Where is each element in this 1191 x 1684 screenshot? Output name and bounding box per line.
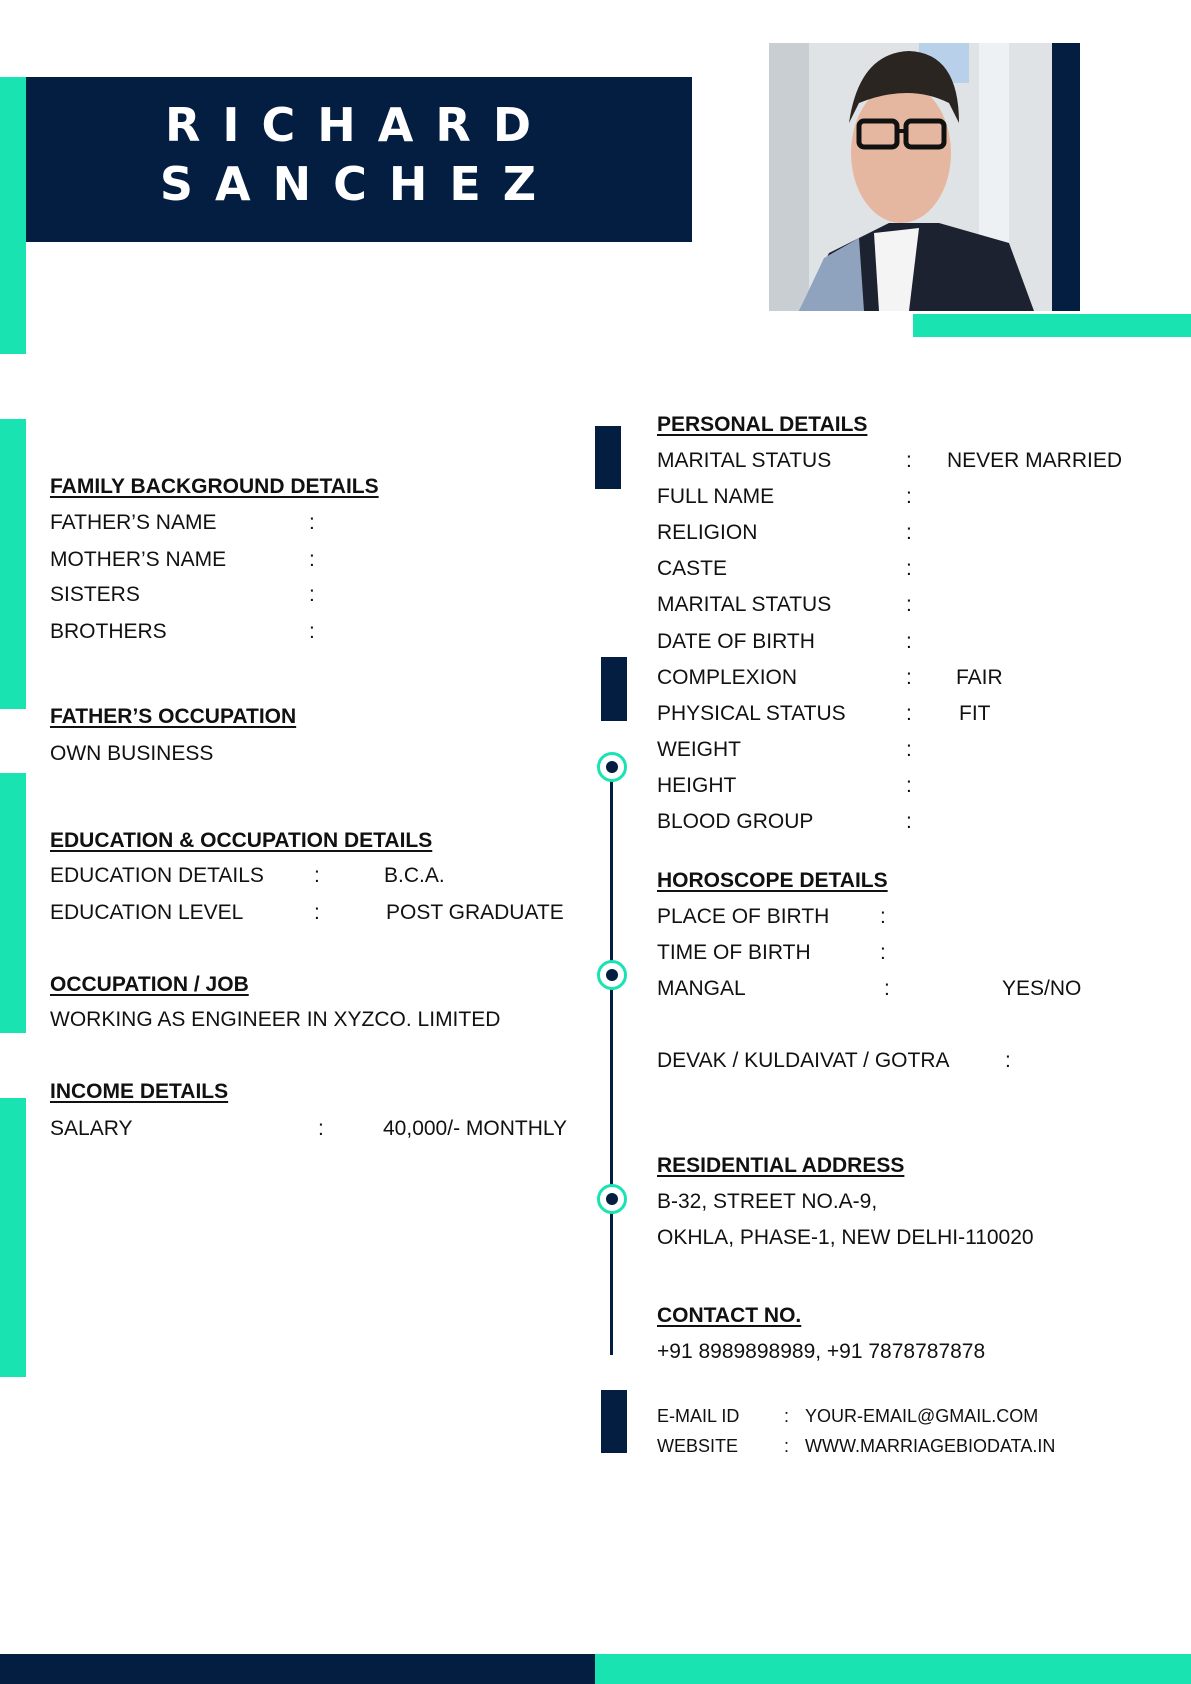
timeline-line <box>610 767 613 1355</box>
personal-label: CASTE <box>657 557 728 581</box>
personal-label: COMPLEXION <box>657 665 798 689</box>
separator: : <box>906 521 912 545</box>
father-occupation-heading: FATHER’S OCCUPATION <box>50 705 297 728</box>
personal-label: WEIGHT <box>657 737 741 761</box>
family-label: MOTHER’S NAME <box>50 548 227 571</box>
salary-label: SALARY <box>50 1117 133 1140</box>
accent-bar-left-2 <box>0 773 26 1033</box>
separator: : <box>906 665 912 689</box>
horoscope-heading: HOROSCOPE DETAILS <box>657 869 888 892</box>
personal-value: FAIR <box>956 665 1003 689</box>
personal-label: MARITAL STATUS <box>657 593 832 617</box>
separator: : <box>314 864 320 887</box>
marker-block-1 <box>595 426 621 489</box>
timeline-dot-icon <box>597 960 627 990</box>
separator: : <box>309 583 315 606</box>
occupation-value: WORKING AS ENGINEER IN XYZCO. LIMITED <box>50 1008 501 1031</box>
address-line: B-32, STREET NO.A-9, <box>657 1190 878 1213</box>
personal-label: RELIGION <box>657 521 758 545</box>
family-label: SISTERS <box>50 583 140 606</box>
personal-label: FULL NAME <box>657 485 775 509</box>
horoscope-label: PLACE OF BIRTH <box>657 905 830 928</box>
separator: : <box>906 629 912 653</box>
accent-bar-left-3 <box>0 1098 26 1377</box>
personal-label: HEIGHT <box>657 773 737 797</box>
salary-value: 40,000/- MONTHLY <box>383 1117 568 1140</box>
separator: : <box>314 901 320 924</box>
occupation-heading: OCCUPATION / JOB <box>50 973 249 996</box>
separator: : <box>318 1117 324 1140</box>
gotra-label: DEVAK / KULDAIVAT / GOTRA <box>657 1049 950 1072</box>
accent-bar-photo <box>913 314 1191 337</box>
address-line: OKHLA, PHASE-1, NEW DELHI-110020 <box>657 1226 1034 1249</box>
accent-bar-left-1 <box>0 419 26 709</box>
father-occupation-value: OWN BUSINESS <box>50 742 214 765</box>
photo-frame-strip <box>1052 43 1080 311</box>
separator: : <box>884 977 890 1000</box>
website-value: WWW.MARRIAGEBIODATA.IN <box>805 1436 1056 1456</box>
separator: : <box>880 941 886 964</box>
separator: : <box>784 1406 790 1426</box>
education-heading: EDUCATION & OCCUPATION DETAILS <box>50 829 433 852</box>
family-heading: FAMILY BACKGROUND DETAILS <box>50 475 379 498</box>
separator: : <box>309 620 315 643</box>
separator: : <box>1005 1049 1011 1072</box>
footer-bar-accent <box>595 1654 1191 1684</box>
personal-label: DATE OF BIRTH <box>657 629 815 653</box>
separator: : <box>906 701 912 725</box>
email-value: YOUR-EMAIL@GMAIL.COM <box>805 1406 1039 1426</box>
contact-heading: CONTACT NO. <box>657 1304 802 1327</box>
education-value: POST GRADUATE <box>386 901 564 924</box>
first-name: RICHARD <box>165 98 553 152</box>
address-heading: RESIDENTIAL ADDRESS <box>657 1154 905 1177</box>
education-label: EDUCATION LEVEL <box>50 901 244 924</box>
separator: : <box>309 511 315 534</box>
education-label: EDUCATION DETAILS <box>50 864 264 887</box>
separator: : <box>906 485 912 509</box>
contact-value: +91 8989898989, +91 7878787878 <box>657 1340 986 1363</box>
horoscope-value: YES/NO <box>1002 977 1082 1000</box>
separator: : <box>906 737 912 761</box>
timeline-dot-icon <box>597 752 627 782</box>
email-label: E-MAIL ID <box>657 1406 740 1426</box>
personal-value: FIT <box>959 701 991 725</box>
timeline-dot-icon <box>597 1184 627 1214</box>
family-label: FATHER’S NAME <box>50 511 217 534</box>
separator: : <box>880 905 886 928</box>
website-label: WEBSITE <box>657 1436 739 1456</box>
separator: : <box>906 449 912 472</box>
personal-label: PHYSICAL STATUS <box>657 701 846 725</box>
personal-label: BLOOD GROUP <box>657 810 814 833</box>
family-label: BROTHERS <box>50 620 167 643</box>
income-heading: INCOME DETAILS <box>50 1080 229 1103</box>
separator: : <box>906 557 912 581</box>
separator: : <box>309 548 315 571</box>
separator: : <box>906 773 912 797</box>
education-value: B.C.A. <box>384 864 445 887</box>
horoscope-label: MANGAL <box>657 977 746 1000</box>
last-name: SANCHEZ <box>159 157 559 211</box>
accent-bar-top-left <box>0 77 26 354</box>
marker-block-3 <box>601 1390 627 1453</box>
footer-bar-navy <box>0 1654 595 1684</box>
profile-photo <box>769 43 1052 311</box>
marker-block-2 <box>601 657 627 721</box>
separator: : <box>906 593 912 617</box>
personal-heading: PERSONAL DETAILS <box>657 413 868 436</box>
separator: : <box>906 810 912 833</box>
separator: : <box>784 1436 790 1456</box>
personal-label: MARITAL STATUS <box>657 449 832 472</box>
personal-value: NEVER MARRIED <box>947 449 1123 472</box>
horoscope-label: TIME OF BIRTH <box>657 941 811 964</box>
